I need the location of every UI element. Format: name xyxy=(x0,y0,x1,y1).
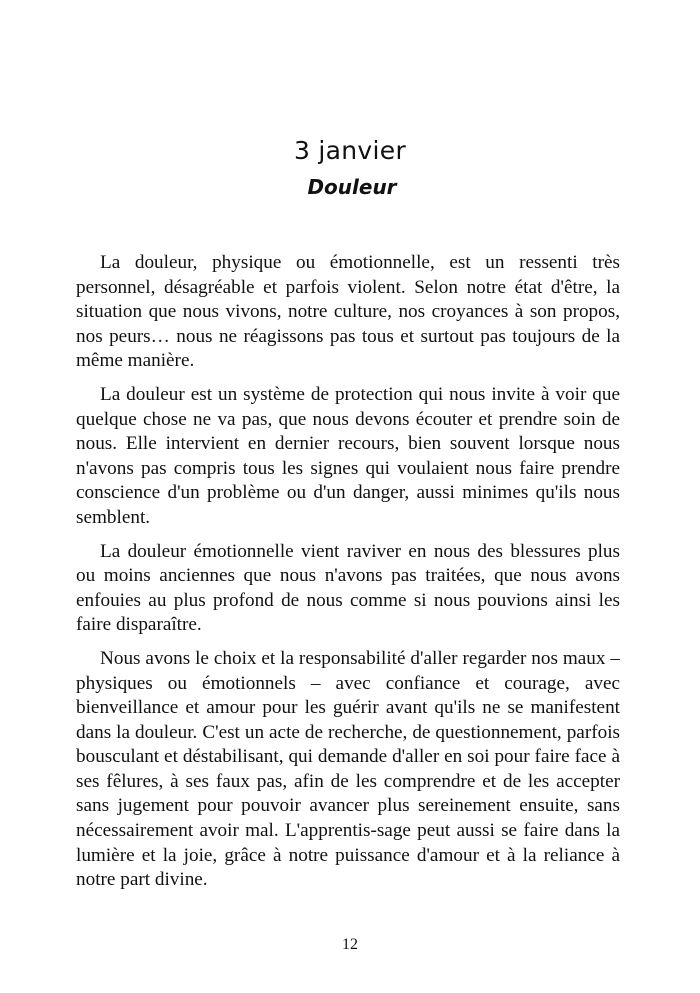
paragraph-4: Nous avons le choix et la responsabilité d'aller regarder nos maux – physiques ou émotionnels – avec confiance et courage, avec bienveillance et amour pour les guérir avant qu'ils ne se manifestent dans la douleur. C'est un acte de recherche, de questionnement, parfois bousculant et déstabilisant, qui demande d'aller en soi pour faire face à ses fêlures, à ses faux pas, afin de les comprendre et de les accepter sans jugement pour pouvoir avancer plus sereinement ensuite, sans nécessairement avoir mal. L'apprentis-sage peut aussi se faire dans la lumière et la joie, grâce à notre puissance d'amour et à la reliance à notre part divine. xyxy=(76,647,620,891)
chapter-heading xyxy=(0,132,700,204)
date-title: 3 janvier xyxy=(293,136,407,165)
paragraph-2: La douleur est un système de protection qui nous invite à voir que quelque chose ne va pas, que nous devons écouter et prendre soin de nous. Elle intervient en dernier recours, bien souvent lorsque nous n'avons pas compris tous les signes qui voulaient nous faire prendre conscience d'un problème ou d'un danger, aussi minimes qu'ils nous semblent. xyxy=(76,383,620,528)
chapter-subtitle: Douleur xyxy=(307,175,397,199)
body-text xyxy=(76,251,620,902)
paragraph-1: La douleur, physique ou émotionnelle, est un ressenti très personnel, désagréable et parfois violent. Selon notre état d'être, la situation que nous vivons, notre culture, nos croyances à son propos, nos peurs… nous ne réagissons pas tous et surtout pas toujours de la même manière. xyxy=(76,252,620,372)
page-number: 12 xyxy=(342,936,358,953)
paragraph-3: La douleur émotionnelle vient raviver en nous des blessures plus ou moins anciennes que nous n'avons pas traitées, que nous avons enfouies au plus profond de nous comme si nous pouvions ainsi les faire disparaître. xyxy=(76,540,620,636)
